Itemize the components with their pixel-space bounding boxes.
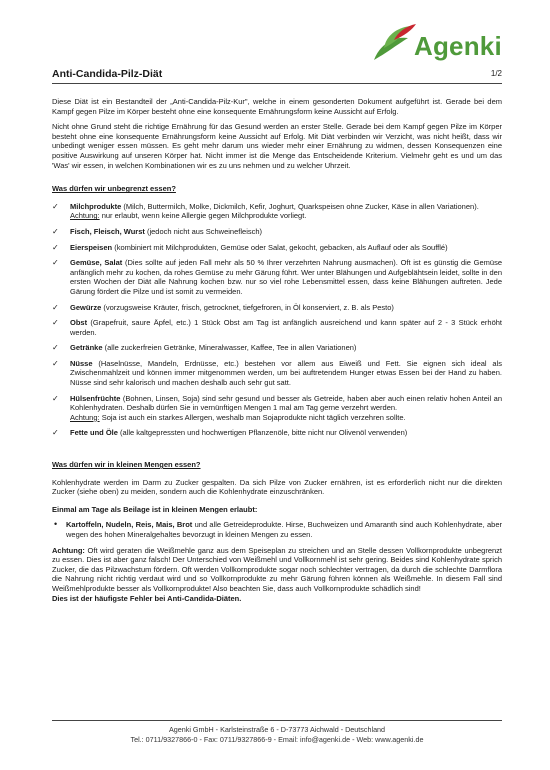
note-text: Soja ist auch ein starkes Allergen, weshalb man Sojaprodukte nicht täglich verzehren sollte.	[99, 412, 406, 422]
item-name: Getränke	[70, 343, 103, 353]
checkmark-icon: ✓	[52, 358, 59, 368]
item-text: (Milch, Buttermilch, Molke, Dickmilch, Kefir, Joghurt, Quarkspeisen ohne Zucker, Käse in allen Variationen).	[121, 201, 479, 211]
item-name: Fisch, Fleisch, Wurst	[70, 226, 145, 236]
list-item	[52, 428, 502, 438]
unlimited-food-list	[52, 202, 502, 438]
list-item	[52, 318, 502, 337]
warning-paragraph	[52, 546, 502, 594]
item-name: Milchprodukte	[70, 201, 122, 211]
footer-address: Agenki GmbH - Karlsteinstraße 6 - D-73773 Aichwald - Deutschland	[168, 725, 386, 734]
logo-text: Agenki	[414, 31, 502, 61]
note-label: Achtung:	[70, 412, 100, 422]
item-name: Fette und Öle	[70, 428, 118, 438]
agenki-logo	[370, 22, 520, 67]
list-item	[52, 243, 502, 253]
bullet-icon: •	[54, 519, 58, 530]
note-text: nur erlaubt, wenn keine Allergie gegen Milchprodukte vorliegt.	[99, 211, 307, 221]
list-item	[52, 202, 502, 221]
list-item	[52, 303, 502, 313]
item-name: Eierspeisen	[70, 242, 113, 252]
carbs-paragraph: Kohlenhydrate werden im Darm zu Zucker gespalten. Da sich Pilze von Zucker ernähren, ist es erforderlich nicht nur die direkten Zucker (siehe oben) zu meiden, sondern auch die Kohlenhydrate einzuschränken.	[52, 477, 502, 497]
item-text: (Dies sollte auf jeden Fall mehr als 50 % Ihrer verzehrten Nahrung ausmachen). Oft ist es günstig die Gemüse anfänglich mehr zu kochen, da rohes Gemüse zu mehr Gärung führt. Wer unter Blähungen und Aufgeblähtsein leidet, sollte in den ersten Wochen der Diät alle Nahrung kochen bzw. nur so viel rohe Lebensmittel essen, dass keine Blähungen auftreten. Jede Gärung fördert die Pilze und ist somit zu vermeiden.	[70, 258, 502, 296]
list-item	[52, 343, 502, 353]
item-name: Kartoffeln, Nudeln, Reis, Mais, Brot	[66, 520, 193, 530]
checkmark-icon: ✓	[52, 428, 59, 438]
warning-text: Oft wird geraten die Weißmehle ganz aus dem Speiseplan zu streichen und an Stelle dessen Vollkornprodukte unbegrenzt zu essen. Dies ist aber ganz falsch! Der Unterschied von Weißmehl und Vollkornmehl ist sehr gering. Beides sind Kohlenhydrate sprich Zucker, die das Pilzwachstum fördern. Oft werden Vollkornprodukte sogar noch schlechter vertragen, da durch die schlechte Darmflora die Nahrung nicht richtig verdaut wird und so Vollkornprodukte zu mehr Gärung führen können als Weißmehle. In diesem Fall sind Weißmehlprodukte besser als Vollkornprodukte! Also beachten Sie, dass auch Vollkornprodukte schädlich sind!	[52, 545, 502, 593]
item-text: und alle Getreideprodukte. Hirse, Buchweizen und Amaranth sind auch Kohlenhydrate, aber wegen des hohen Mineralgehaltes bevorzugt in kleinen Mengen zu essen.	[66, 520, 502, 539]
page-number: 1/2	[490, 69, 502, 78]
section-heading-limited: Was dürfen wir in kleinen Mengen essen?	[52, 460, 201, 470]
checkmark-icon: ✓	[52, 201, 59, 211]
list-item	[52, 520, 502, 539]
item-name: Hülsenfrüchte	[70, 393, 121, 403]
page-title: Anti-Candida-Pilz-Diät	[52, 68, 163, 80]
leaf-logo-icon	[370, 22, 420, 64]
item-name: Obst	[70, 318, 88, 328]
item-name: Nüsse	[70, 358, 93, 368]
item-text: (Grapefruit, saure Äpfel, etc.) 1 Stück Obst am Tag ist anfänglich ausreichend und kann später auf 2 - 3 Stück erhöht werden.	[70, 318, 502, 337]
title-row	[52, 68, 502, 84]
item-text: (Bohnen, Linsen, Soja) sind sehr gesund und besser als Getreide, haben aber auch einen relativ hohen Anteil an Kohlenhydraten. Deshalb dürfen Sie in vernünftigen Mengen 1 mal am Tag gerne verzehrt werden.	[70, 393, 502, 413]
page-footer	[52, 720, 502, 745]
checkmark-icon: ✓	[52, 302, 59, 312]
note-label: Achtung:	[70, 211, 100, 221]
item-name: Gemüse, Salat	[70, 258, 123, 268]
checkmark-icon: ✓	[52, 393, 59, 403]
final-note: Dies ist der häufigste Fehler bei Anti-Candida-Diäten.	[52, 593, 242, 603]
intro-paragraph-1: Diese Diät ist ein Bestandteil der „Anti-Candida-Pilz-Kur", welche in einem gesonderten Dokument aufgeführt ist. Gerade bei dem Kampf gegen Pilze im Körper besteht ohne eine konsequente Ernährungsform keine Aussicht auf Erfolg.	[52, 97, 502, 116]
item-text: (Haselnüsse, Mandeln, Erdnüsse, etc.) bestehen vor allem aus Eiweiß und Fett. Sie eignen sich ideal als Zwischenmahlzeit und können immer mitgenommen werden, um bei auftretendem Hunger etwas Essen bei der Hand zu haben. Nüsse sind sehr kalorisch und machen deshalb auch sehr gut satt.	[70, 358, 502, 388]
list-item	[52, 359, 502, 388]
checkmark-icon: ✓	[52, 226, 59, 236]
section-heading-unlimited: Was dürfen wir unbegrenzt essen?	[52, 184, 176, 194]
checkmark-icon: ✓	[52, 258, 59, 268]
checkmark-icon: ✓	[52, 242, 59, 252]
list-item	[52, 258, 502, 296]
item-text: (jedoch nicht aus Schweinefleisch)	[144, 226, 263, 236]
list-item	[52, 394, 502, 423]
checkmark-icon: ✓	[52, 318, 59, 328]
warning-label: Achtung:	[52, 545, 85, 555]
item-text: (vorzugsweise Kräuter, frisch, getrocknet, tiefgefroren, in Öl konserviert, z. B. als Pesto)	[101, 302, 394, 312]
list-item	[52, 227, 502, 237]
side-dish-subheading: Einmal am Tage als Beilage ist in kleinen Mengen erlaubt:	[52, 504, 258, 514]
intro-paragraph-2: Nicht ohne Grund steht die richtige Ernährung für das Gesund werden an erster Stelle. Gerade bei dem Kampf gegen Pilze im Körper besteht ohne eine konsequente Ernährungsform keine Aussicht auf Erfolg. Mit Diät verbinden wir Verzicht, was nicht heißt, dass wir unbedingt weniger essen müssen. Es geht mehr darum uns wieder mehr einer Ernährung zu widmen, dessen Konsequenzen eine positive Auswirkung auf unseren Körper hat. Nicht immer ist die Menge das Entscheidende Kriterium. Vielmehr geht es und um das 'Was' wir essen, in welchen Kombinationen wir es zu uns nehmen und zu welcher Uhrzeit.	[52, 122, 502, 170]
document-body	[52, 97, 502, 603]
footer-contact: Tel.: 0711/9327866-0 - Fax: 0711/9327866-9 - Email: info@agenki.de - Web: www.agenki.de	[130, 735, 424, 744]
item-text: (alle kaltgepressten und hochwertigen Pflanzenöle, bitte nicht nur Olivenöl verwenden)	[117, 428, 408, 438]
item-text: (kombiniert mit Milchprodukten, Gemüse oder Salat, gekocht, gebacken, als Auflauf oder als Soufflé)	[112, 242, 448, 252]
checkmark-icon: ✓	[52, 343, 59, 353]
item-name: Gewürze	[70, 302, 102, 312]
item-text: (alle zuckerfreien Getränke, Mineralwasser, Kaffee, Tee in allen Variationen)	[102, 343, 357, 353]
